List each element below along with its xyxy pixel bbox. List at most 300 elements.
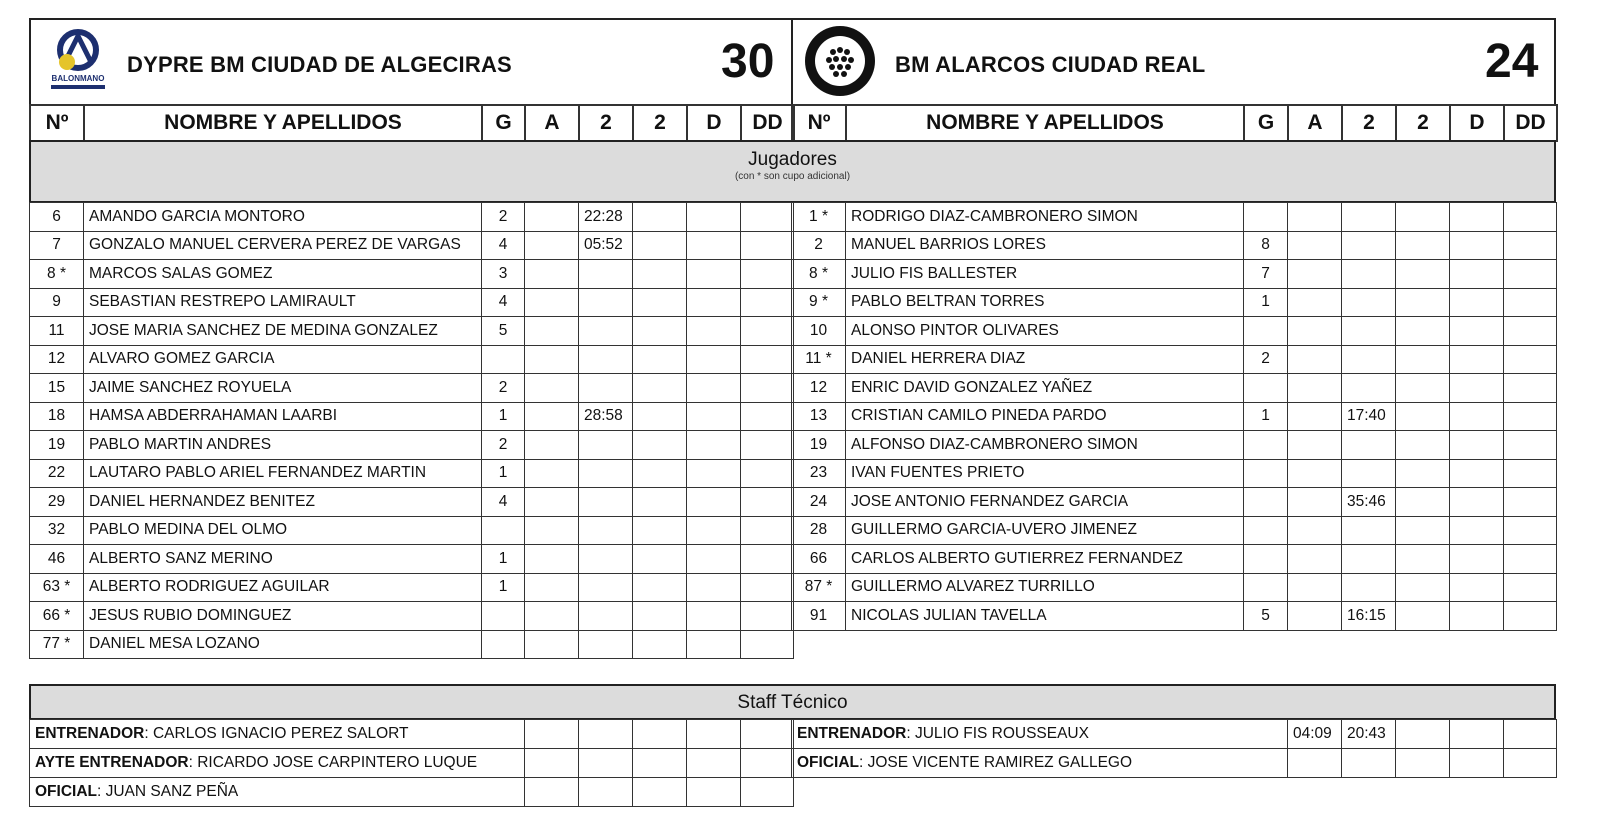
staff-disqualification — [1450, 749, 1504, 778]
player-row — [792, 402, 1557, 431]
player-number: 15 — [30, 374, 84, 403]
staff-suspension-2 — [633, 720, 687, 749]
player-disqualification-report — [1504, 402, 1557, 431]
player-goals — [1244, 573, 1288, 602]
player-goals — [1244, 431, 1288, 460]
player-warning — [1288, 602, 1342, 631]
player-disqualification — [1450, 431, 1504, 460]
player-name: ALBERTO SANZ MERINO — [84, 545, 482, 574]
player-warning — [525, 345, 579, 374]
player-suspension-2 — [633, 573, 687, 602]
player-name: PABLO MEDINA DEL OLMO — [84, 516, 482, 545]
player-warning — [1288, 545, 1342, 574]
player-suspension-1 — [1342, 431, 1396, 460]
player-disqualification — [687, 573, 741, 602]
staff-role: AYTE ENTRENADOR — [35, 754, 189, 771]
player-name: GUILLERMO GARCIA-UVERO JIMENEZ — [846, 516, 1244, 545]
player-name: DANIEL MESA LOZANO — [84, 630, 482, 659]
player-disqualification-report — [741, 630, 794, 659]
col-number: Nº — [792, 105, 846, 141]
player-warning — [1288, 516, 1342, 545]
player-suspension-2 — [633, 516, 687, 545]
staff-disqualification — [687, 749, 741, 778]
staff-suspension-2 — [633, 778, 687, 807]
player-row — [792, 516, 1557, 545]
staff-band — [29, 684, 1556, 720]
player-disqualification — [687, 203, 741, 232]
player-suspension-2 — [633, 345, 687, 374]
home-staff-table — [29, 719, 794, 807]
player-suspension-1: 28:58 — [579, 402, 633, 431]
player-name: JOSE MARIA SANCHEZ DE MEDINA GONZALEZ — [84, 317, 482, 346]
player-suspension-1 — [579, 317, 633, 346]
player-number: 28 — [792, 516, 846, 545]
player-warning — [525, 630, 579, 659]
player-disqualification — [1450, 345, 1504, 374]
player-suspension-2 — [633, 317, 687, 346]
player-number: 8 * — [30, 260, 84, 289]
player-goals: 1 — [482, 545, 525, 574]
player-number: 2 — [792, 231, 846, 260]
player-number: 77 * — [30, 630, 84, 659]
player-name: JOSE ANTONIO FERNANDEZ GARCIA — [846, 488, 1244, 517]
player-warning — [525, 431, 579, 460]
player-disqualification-report — [1504, 260, 1557, 289]
staff-suspension-1 — [579, 749, 633, 778]
player-number: 24 — [792, 488, 846, 517]
player-disqualification-report — [1504, 545, 1557, 574]
staff-member — [30, 720, 525, 749]
staff-disqualification — [687, 720, 741, 749]
player-disqualification-report — [741, 516, 794, 545]
staff-disqualification-report — [741, 778, 794, 807]
col-number: Nº — [30, 105, 84, 141]
player-disqualification — [1450, 402, 1504, 431]
player-row — [792, 260, 1557, 289]
player-disqualification — [1450, 231, 1504, 260]
player-disqualification — [687, 488, 741, 517]
player-suspension-2 — [1396, 602, 1450, 631]
player-suspension-2 — [1396, 345, 1450, 374]
player-suspension-1 — [579, 459, 633, 488]
player-suspension-2 — [1396, 203, 1450, 232]
col-warning: A — [1288, 105, 1342, 141]
player-number: 11 — [30, 317, 84, 346]
player-disqualification — [687, 288, 741, 317]
player-disqualification-report — [741, 203, 794, 232]
away-players-table — [791, 202, 1557, 631]
away-team-score: 24 — [1485, 35, 1539, 88]
staff-row — [30, 720, 794, 749]
player-suspension-2 — [633, 431, 687, 460]
player-number: 23 — [792, 459, 846, 488]
player-suspension-1 — [1342, 260, 1396, 289]
player-number: 11 * — [792, 345, 846, 374]
player-suspension-1 — [579, 374, 633, 403]
player-warning — [1288, 431, 1342, 460]
player-disqualification-report — [741, 317, 794, 346]
player-row — [30, 374, 794, 403]
player-goals — [482, 602, 525, 631]
player-warning — [525, 516, 579, 545]
player-disqualification — [1450, 545, 1504, 574]
home-team-header — [29, 18, 793, 106]
player-goals — [1244, 317, 1288, 346]
player-row — [30, 573, 794, 602]
staff-name: : JULIO FIS ROUSSEAUX — [906, 725, 1089, 742]
player-row — [792, 431, 1557, 460]
col-disqualification: D — [687, 105, 741, 141]
player-row — [30, 345, 794, 374]
away-team-logo-icon — [803, 24, 877, 98]
player-row — [30, 203, 794, 232]
staff-name: : RICARDO JOSE CARPINTERO LUQUE — [188, 754, 478, 771]
player-suspension-2 — [1396, 317, 1450, 346]
staff-warning — [525, 749, 579, 778]
player-number: 10 — [792, 317, 846, 346]
player-suspension-1 — [579, 516, 633, 545]
player-goals — [1244, 459, 1288, 488]
player-goals — [1244, 545, 1288, 574]
away-column-header — [791, 104, 1558, 142]
player-suspension-1 — [1342, 317, 1396, 346]
player-disqualification-report — [1504, 288, 1557, 317]
home-team-score: 30 — [721, 35, 775, 88]
player-row — [30, 488, 794, 517]
player-name: ALONSO PINTOR OLIVARES — [846, 317, 1244, 346]
player-suspension-1 — [1342, 545, 1396, 574]
player-number: 9 — [30, 288, 84, 317]
player-suspension-2 — [633, 630, 687, 659]
away-team-name: BM ALARCOS CIUDAD REAL — [895, 52, 1206, 77]
player-suspension-2 — [633, 288, 687, 317]
player-name: AMANDO GARCIA MONTORO — [84, 203, 482, 232]
player-name: DANIEL HERRERA DIAZ — [846, 345, 1244, 374]
player-disqualification-report — [1504, 374, 1557, 403]
player-disqualification-report — [1504, 488, 1557, 517]
staff-name: : JOSE VICENTE RAMIREZ GALLEGO — [859, 754, 1133, 771]
player-row — [792, 602, 1557, 631]
player-name: IVAN FUENTES PRIETO — [846, 459, 1244, 488]
player-warning — [525, 402, 579, 431]
player-goals: 4 — [482, 231, 525, 260]
player-number: 63 * — [30, 573, 84, 602]
player-disqualification-report — [1504, 459, 1557, 488]
staff-band-title: Staff Técnico — [737, 692, 848, 713]
player-goals: 5 — [1244, 602, 1288, 631]
player-goals — [482, 345, 525, 374]
players-band-title: Jugadores — [748, 149, 837, 170]
player-name: GONZALO MANUEL CERVERA PEREZ DE VARGAS — [84, 231, 482, 260]
player-disqualification-report — [741, 345, 794, 374]
player-disqualification — [1450, 459, 1504, 488]
col-suspension-1: 2 — [579, 105, 633, 141]
player-row — [30, 459, 794, 488]
staff-disqualification — [1450, 720, 1504, 749]
player-row — [792, 374, 1557, 403]
home-team-logo-icon — [45, 28, 111, 94]
player-name: MANUEL BARRIOS LORES — [846, 231, 1244, 260]
player-name: DANIEL HERNANDEZ BENITEZ — [84, 488, 482, 517]
player-name: GUILLERMO ALVAREZ TURRILLO — [846, 573, 1244, 602]
player-goals: 1 — [482, 402, 525, 431]
player-suspension-2 — [1396, 573, 1450, 602]
player-disqualification — [687, 602, 741, 631]
player-row — [792, 488, 1557, 517]
player-goals — [1244, 203, 1288, 232]
player-number: 18 — [30, 402, 84, 431]
player-disqualification-report — [1504, 231, 1557, 260]
player-suspension-1 — [579, 345, 633, 374]
player-suspension-1 — [579, 602, 633, 631]
staff-name: : JUAN SANZ PEÑA — [97, 783, 239, 800]
player-name: PABLO MARTIN ANDRES — [84, 431, 482, 460]
players-band-subtitle: (con * son cupo adicional) — [734, 171, 851, 182]
player-disqualification-report — [741, 545, 794, 574]
player-number: 1 * — [792, 203, 846, 232]
home-team-name: DYPRE BM CIUDAD DE ALGECIRAS — [127, 52, 512, 77]
player-number: 29 — [30, 488, 84, 517]
player-name: JESUS RUBIO DOMINGUEZ — [84, 602, 482, 631]
player-goals: 4 — [482, 488, 525, 517]
player-disqualification — [687, 402, 741, 431]
player-warning — [525, 203, 579, 232]
player-disqualification — [1450, 203, 1504, 232]
player-suspension-2 — [1396, 374, 1450, 403]
player-suspension-1: 22:28 — [579, 203, 633, 232]
player-goals: 5 — [482, 317, 525, 346]
player-suspension-2 — [633, 402, 687, 431]
player-disqualification-report — [741, 231, 794, 260]
player-warning — [525, 602, 579, 631]
player-goals — [1244, 488, 1288, 517]
player-number: 87 * — [792, 573, 846, 602]
player-warning — [525, 374, 579, 403]
player-warning — [525, 459, 579, 488]
col-disqualification-report: DD — [741, 105, 794, 141]
player-row — [30, 516, 794, 545]
player-disqualification — [687, 231, 741, 260]
col-name: NOMBRE Y APELLIDOS — [846, 105, 1244, 141]
player-warning — [1288, 231, 1342, 260]
player-disqualification — [1450, 488, 1504, 517]
player-number: 32 — [30, 516, 84, 545]
player-suspension-1 — [579, 260, 633, 289]
player-number: 46 — [30, 545, 84, 574]
staff-name: : CARLOS IGNACIO PEREZ SALORT — [144, 725, 409, 742]
player-warning — [1288, 288, 1342, 317]
player-suspension-2 — [1396, 231, 1450, 260]
col-suspension-2: 2 — [633, 105, 687, 141]
player-goals: 1 — [482, 573, 525, 602]
player-goals: 8 — [1244, 231, 1288, 260]
col-name: NOMBRE Y APELLIDOS — [84, 105, 482, 141]
staff-member — [30, 749, 525, 778]
player-goals — [482, 630, 525, 659]
player-warning — [525, 488, 579, 517]
player-warning — [1288, 317, 1342, 346]
player-disqualification — [1450, 602, 1504, 631]
player-name: MARCOS SALAS GOMEZ — [84, 260, 482, 289]
player-disqualification — [1450, 288, 1504, 317]
player-suspension-1 — [579, 488, 633, 517]
player-suspension-2 — [633, 488, 687, 517]
staff-suspension-2 — [633, 749, 687, 778]
player-disqualification-report — [741, 459, 794, 488]
staff-suspension-1: 20:43 — [1342, 720, 1396, 749]
col-goals: G — [482, 105, 525, 141]
player-disqualification-report — [741, 288, 794, 317]
player-name: ALFONSO DIAZ-CAMBRONERO SIMON — [846, 431, 1244, 460]
player-suspension-1 — [579, 630, 633, 659]
player-suspension-2 — [1396, 402, 1450, 431]
player-disqualification — [687, 431, 741, 460]
player-name: CARLOS ALBERTO GUTIERREZ FERNANDEZ — [846, 545, 1244, 574]
player-goals: 1 — [1244, 402, 1288, 431]
staff-role: ENTRENADOR — [35, 725, 145, 742]
player-suspension-2 — [1396, 545, 1450, 574]
player-disqualification — [687, 459, 741, 488]
player-warning — [1288, 459, 1342, 488]
staff-suspension-1 — [579, 778, 633, 807]
player-number: 8 * — [792, 260, 846, 289]
player-warning — [525, 545, 579, 574]
player-disqualification — [1450, 317, 1504, 346]
player-disqualification — [1450, 573, 1504, 602]
player-disqualification-report — [741, 573, 794, 602]
col-disqualification-report: DD — [1504, 105, 1557, 141]
player-warning — [1288, 345, 1342, 374]
player-suspension-1 — [1342, 459, 1396, 488]
player-goals: 1 — [482, 459, 525, 488]
col-goals: G — [1244, 105, 1288, 141]
player-disqualification-report — [741, 260, 794, 289]
staff-disqualification-report — [1504, 720, 1557, 749]
player-suspension-1: 35:46 — [1342, 488, 1396, 517]
player-name: CRISTIAN CAMILO PINEDA PARDO — [846, 402, 1244, 431]
player-name: LAUTARO PABLO ARIEL FERNANDEZ MARTIN — [84, 459, 482, 488]
player-suspension-2 — [1396, 288, 1450, 317]
staff-disqualification-report — [741, 720, 794, 749]
staff-warning — [525, 720, 579, 749]
player-suspension-1 — [1342, 231, 1396, 260]
col-disqualification: D — [1450, 105, 1504, 141]
staff-suspension-1 — [579, 720, 633, 749]
player-suspension-1 — [1342, 516, 1396, 545]
player-disqualification — [1450, 374, 1504, 403]
staff-role: OFICIAL — [35, 783, 97, 800]
player-suspension-1 — [579, 545, 633, 574]
player-disqualification — [687, 630, 741, 659]
staff-member — [792, 720, 1288, 749]
player-goals — [1244, 374, 1288, 403]
player-goals — [1244, 516, 1288, 545]
player-row — [792, 345, 1557, 374]
player-number: 7 — [30, 231, 84, 260]
player-row — [30, 602, 794, 631]
player-suspension-2 — [633, 260, 687, 289]
player-disqualification — [687, 317, 741, 346]
player-disqualification-report — [1504, 516, 1557, 545]
player-goals: 2 — [482, 431, 525, 460]
player-name: JAIME SANCHEZ ROYUELA — [84, 374, 482, 403]
staff-suspension-1 — [1342, 749, 1396, 778]
player-row — [30, 431, 794, 460]
staff-row — [30, 749, 794, 778]
staff-suspension-2 — [1396, 720, 1450, 749]
player-number: 66 — [792, 545, 846, 574]
player-suspension-2 — [633, 231, 687, 260]
player-suspension-1 — [1342, 345, 1396, 374]
player-disqualification-report — [1504, 431, 1557, 460]
player-row — [30, 545, 794, 574]
home-logo-text: BALONMANO — [51, 74, 105, 83]
player-number: 19 — [30, 431, 84, 460]
player-goals: 2 — [1244, 345, 1288, 374]
player-number: 22 — [30, 459, 84, 488]
away-staff-table — [791, 719, 1557, 778]
col-suspension-1: 2 — [1342, 105, 1396, 141]
player-suspension-1: 17:40 — [1342, 402, 1396, 431]
player-disqualification-report — [741, 488, 794, 517]
staff-member — [792, 749, 1288, 778]
player-disqualification-report — [741, 402, 794, 431]
player-warning — [525, 317, 579, 346]
player-number: 12 — [792, 374, 846, 403]
home-column-header — [29, 104, 795, 142]
player-suspension-1 — [579, 288, 633, 317]
staff-role: OFICIAL — [797, 754, 859, 771]
player-goals: 2 — [482, 374, 525, 403]
player-suspension-2 — [633, 545, 687, 574]
player-row — [30, 402, 794, 431]
player-suspension-1: 05:52 — [579, 231, 633, 260]
player-warning — [1288, 203, 1342, 232]
player-name: PABLO BELTRAN TORRES — [846, 288, 1244, 317]
player-disqualification-report — [1504, 573, 1557, 602]
player-goals — [482, 516, 525, 545]
player-warning — [525, 573, 579, 602]
staff-row — [792, 749, 1557, 778]
player-row — [792, 317, 1557, 346]
player-row — [30, 630, 794, 659]
player-disqualification — [687, 345, 741, 374]
home-players-table — [29, 202, 794, 659]
player-suspension-1 — [579, 431, 633, 460]
player-suspension-1 — [1342, 573, 1396, 602]
player-row — [792, 459, 1557, 488]
staff-row — [30, 778, 794, 807]
player-disqualification-report — [741, 374, 794, 403]
player-row — [30, 317, 794, 346]
player-suspension-1: 16:15 — [1342, 602, 1396, 631]
player-suspension-1 — [1342, 203, 1396, 232]
player-goals: 7 — [1244, 260, 1288, 289]
player-goals: 3 — [482, 260, 525, 289]
player-warning — [1288, 374, 1342, 403]
away-team-header — [791, 18, 1556, 106]
col-suspension-2: 2 — [1396, 105, 1450, 141]
player-row — [792, 545, 1557, 574]
player-warning — [1288, 573, 1342, 602]
player-row — [30, 231, 794, 260]
player-suspension-2 — [633, 602, 687, 631]
player-disqualification — [687, 374, 741, 403]
player-disqualification — [687, 516, 741, 545]
staff-warning: 04:09 — [1288, 720, 1342, 749]
players-band — [29, 140, 1556, 203]
player-warning — [525, 231, 579, 260]
